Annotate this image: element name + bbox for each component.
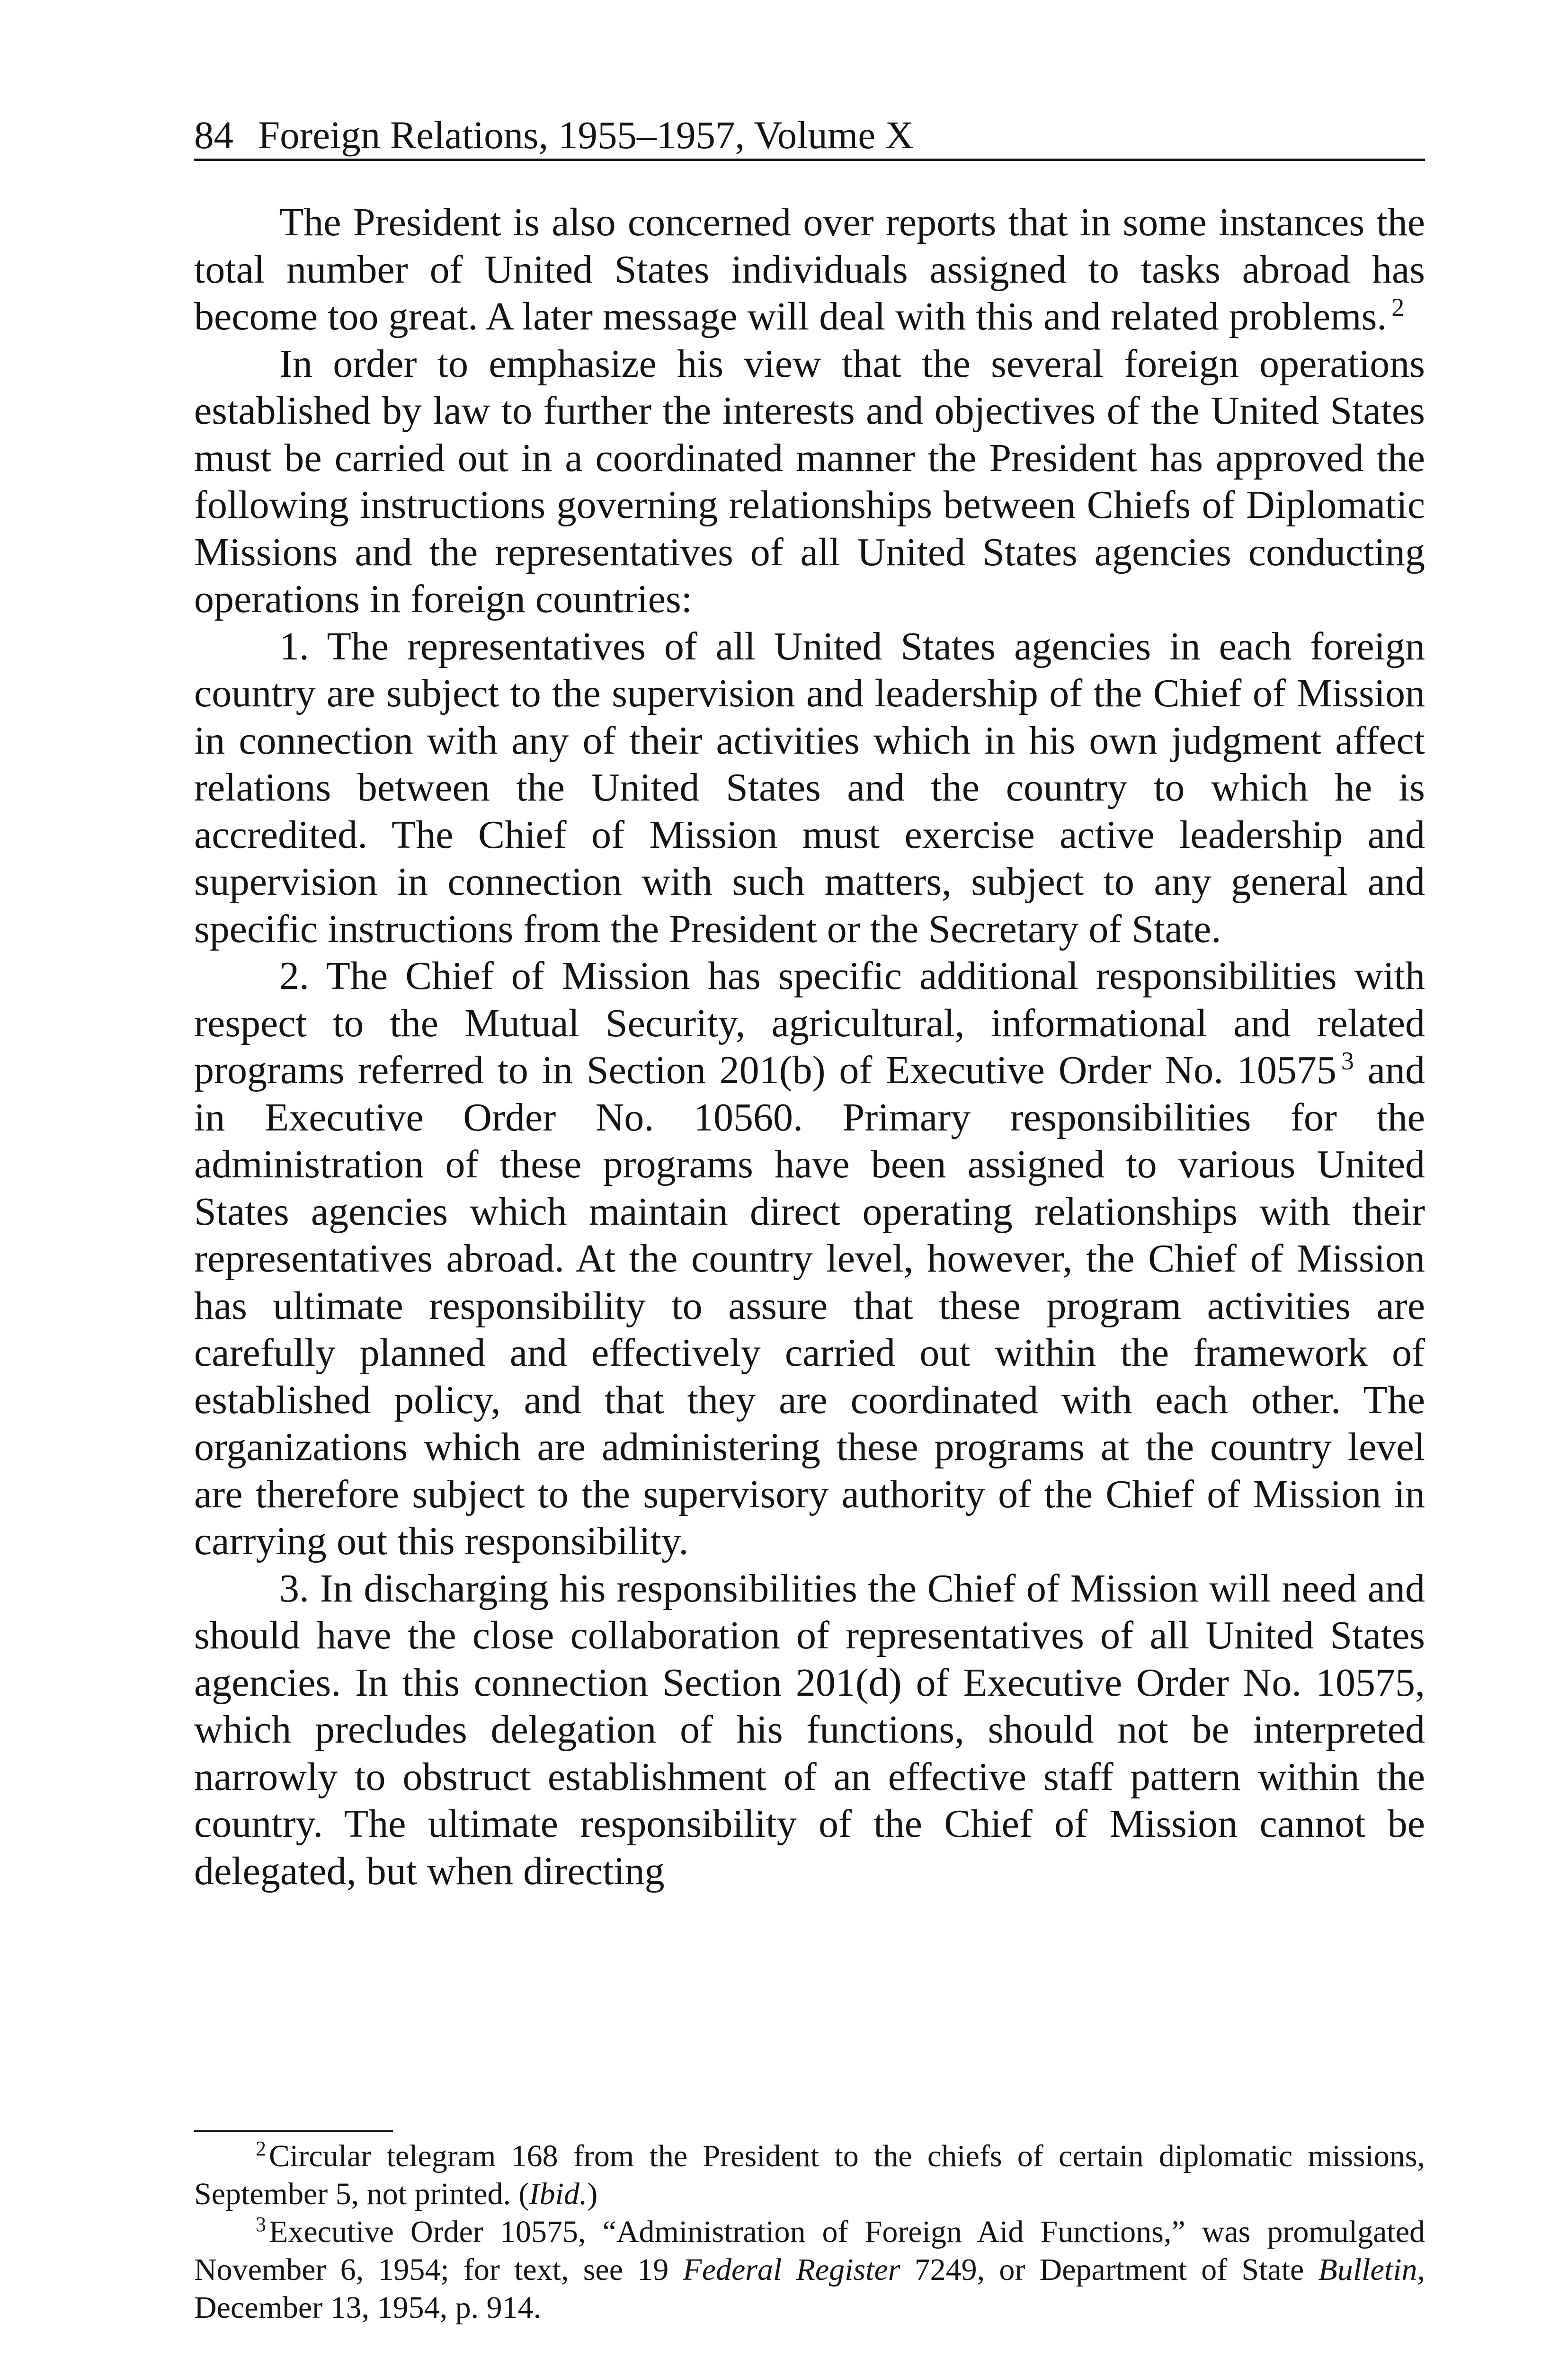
footnote-marker: 2 — [256, 2137, 266, 2160]
page-number: 84 — [194, 113, 233, 157]
paragraph: In order to emphasize his view that the several foreign operations established by law to further the interests and objectives of the United States must be carried out in a coordinated manner the President has approved the following instructions governing relationships between Chiefs of Diplomatic Missions and the representatives of all United States agencies conducting operations in foreign countries: — [194, 341, 1425, 621]
footnotes — [194, 2137, 1425, 2327]
paragraph-item-3: 3. In discharging his responsibilities the Chief of Mission will need and should have the close collaboration of representatives of all United States agencies. In this connection Section 201(d) of Executive Order No. 10575, which precludes delegation of his functions, should not be interpreted narrowly to obstruct establishment of an effective staff pattern within the country. The ultimate responsibility of the Chief of Mission cannot be delegated, but when directing — [194, 1566, 1425, 1893]
footnote-2: $^2$Circular telegram 168 from the President to the chiefs of certain diplomatic missions, September 5, not printed. (Ibid.) — [194, 2137, 1425, 2211]
footnote-3: $^3$Executive Order 10575, “Administration of Foreign Aid Functions,” was promulgated November 6, 1954; for text, see 19 Federal Register 7249, or Department of State Bulletin, December 13, 1954, p. 914. — [194, 2213, 1425, 2325]
footnote-divider — [194, 2130, 393, 2132]
running-title: Foreign Relations, 1955–1957, Volume X — [258, 113, 914, 157]
footnote-reference: 2 — [1391, 293, 1405, 321]
footnote-reference: 3 — [1341, 1047, 1354, 1075]
body-text — [194, 199, 1425, 1895]
paragraph-item-1: 1. The representatives of all United States agencies in each foreign country are subject to the supervision and leadership of the Chief of Mission in connection with any of their activities which in his own judgment affect relations between the United States and the country to which he is accredited. The Chief of Mission must exercise active leadership and supervision in connection with such matters, subject to any general and specific instructions from the President or the Secretary of State. — [194, 624, 1425, 951]
paragraph: The President is also concerned over reports that in some instances the total number of United States individuals assigned to tasks abroad has become too great. A later message will deal with this and related problems. $^2$ — [194, 200, 1425, 338]
footnote-marker: 3 — [256, 2213, 266, 2236]
paragraph-item-2: 2. The Chief of Mission has specific additional responsibilities with respect to the Mutual Security, agricultural, informational and related programs referred to in Section 201(b) of Executive Order No. 10575 $^3$ and in Executive Order No. 10560. Primary responsibilities for the administration of these programs have been assigned to various United States agencies which maintain direct operating relationships with their representatives abroad. At the country level, however, the Chief of Mission has ultimate responsibility to assure that these program activities are carefully planned and effectively carried out within the framework of established policy, and that they are coordinated with each other. The organizations which are administering these programs at the country level are therefore subject to the supervisory authority of the Chief of Mission in carrying out this responsibility. — [194, 954, 1425, 1563]
running-header — [194, 111, 1425, 161]
